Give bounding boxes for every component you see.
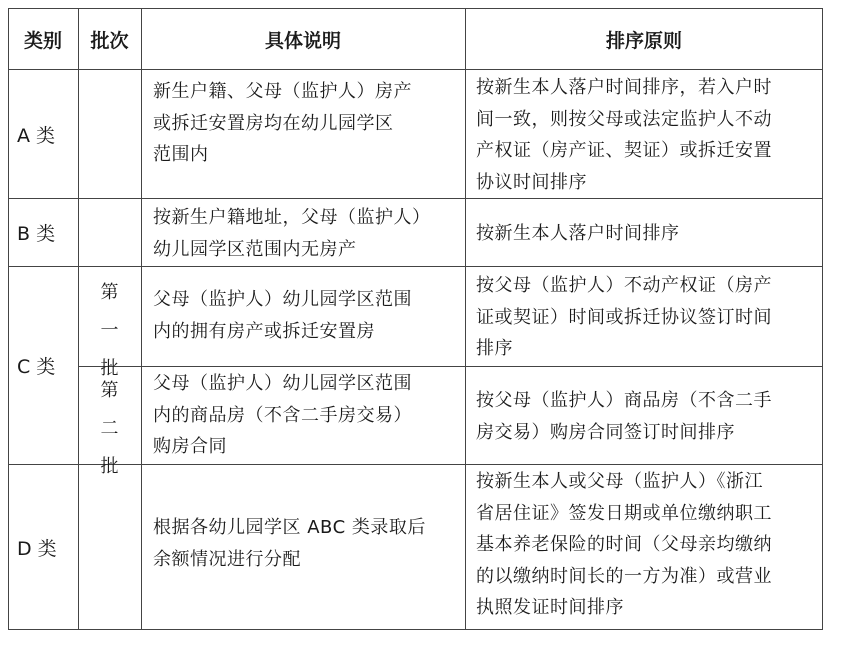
row-c1-principle-line: 排序 [476, 338, 513, 359]
row-divider-c1-c2 [78, 366, 823, 367]
row-d-principle-line: 执照发证时间排序 [476, 597, 624, 618]
row-a-description-line: 或拆迁安置房均在幼儿园学区 [153, 112, 394, 134]
row-c2-principle [476, 385, 821, 448]
row-a-principle-line: 按新生本人落户时间排序，若入户时 [476, 77, 772, 98]
row-d-principle-line: 基本养老保险的时间（父母亲均缴纳 [476, 534, 772, 555]
row-d-description-line: 余额情况进行分配 [153, 548, 301, 570]
row-a-category: A 类 [17, 124, 56, 147]
row-a-description-line: 范围内 [153, 144, 209, 165]
row-d-description [153, 512, 463, 575]
row-c1-batch-char: 第 [100, 282, 119, 303]
row-b-category: B 类 [17, 223, 56, 245]
row-c2-batch-char: 二 [100, 418, 119, 439]
col-divider-2 [141, 8, 142, 630]
row-d-description-line: 根据各幼儿园学区 ABC 类录取后 [153, 517, 426, 538]
row-d-principle-line: 的以缴纳时间长的一方为准）或营业 [476, 565, 772, 587]
row-c2-principle-line: 按父母（监护人）商品房（不含二手 [476, 390, 772, 411]
row-a-principle-line: 协议时间排序 [476, 171, 587, 193]
header-principle: 排序原则 [605, 29, 682, 52]
row-a-principle-line: 间一致，则按父母或法定监护人不动 [476, 108, 772, 130]
row-c2-batch-char: 第 [100, 380, 119, 401]
row-b-description-line: 幼儿园学区范围内无房产 [153, 238, 357, 260]
col-divider-3 [465, 8, 466, 630]
row-divider-a-b [8, 198, 823, 199]
row-c1-batch [78, 274, 141, 388]
row-b-description-line: 按新生户籍地址，父母（监护人） [153, 207, 431, 228]
enrollment-priority-table [8, 8, 823, 630]
row-c1-description-line: 父母（监护人）幼儿园学区范围 [153, 289, 412, 310]
row-c1-principle [476, 270, 821, 365]
row-c1-principle-line: 证或契证）时间或拆迁协议签订时间 [476, 306, 772, 328]
table-border-bottom [8, 629, 823, 630]
row-c1-description-line: 内的拥有房产或拆迁安置房 [153, 320, 375, 342]
row-c2-batch-char: 批 [100, 456, 119, 477]
row-c2-description-line: 内的商品房（不含二手房交易） [153, 404, 412, 426]
row-c-category: C 类 [17, 356, 56, 378]
row-d-principle-line: 按新生本人或父母（监护人）《浙江 [476, 471, 763, 492]
row-b-description [153, 202, 463, 265]
row-d-category: D 类 [17, 537, 57, 560]
row-a-description-line: 新生户籍、父母（监护人）房产 [153, 81, 412, 102]
row-c1-principle-line: 按父母（监护人）不动产权证（房产 [476, 275, 772, 296]
row-d-principle-line: 省居住证》签发日期或单位缴纳职工 [476, 502, 772, 524]
row-c2-description [153, 368, 463, 463]
row-c1-batch-char: 批 [100, 358, 119, 379]
row-a-description [153, 76, 463, 171]
row-b-principle-line: 按新生本人落户时间排序 [476, 223, 680, 244]
row-d-principle [476, 466, 821, 624]
table-border-right [822, 8, 823, 630]
row-divider-b-c [8, 266, 823, 267]
row-a-principle-line: 产权证（房产证、契证）或拆迁安置 [476, 140, 772, 161]
row-c2-description-line: 购房合同 [153, 436, 227, 457]
row-a-principle [476, 72, 821, 198]
row-c2-description-line: 父母（监护人）幼儿园学区范围 [153, 373, 412, 394]
header-category: 类别 [23, 29, 62, 52]
row-c1-description [153, 284, 463, 347]
row-b-principle [476, 218, 821, 250]
header-batch: 批次 [90, 29, 129, 52]
row-c2-batch [78, 372, 141, 486]
row-c2-principle-line: 房交易）购房合同签订时间排序 [476, 421, 735, 443]
header-description: 具体说明 [264, 29, 341, 52]
row-c1-batch-char: 一 [100, 320, 119, 341]
